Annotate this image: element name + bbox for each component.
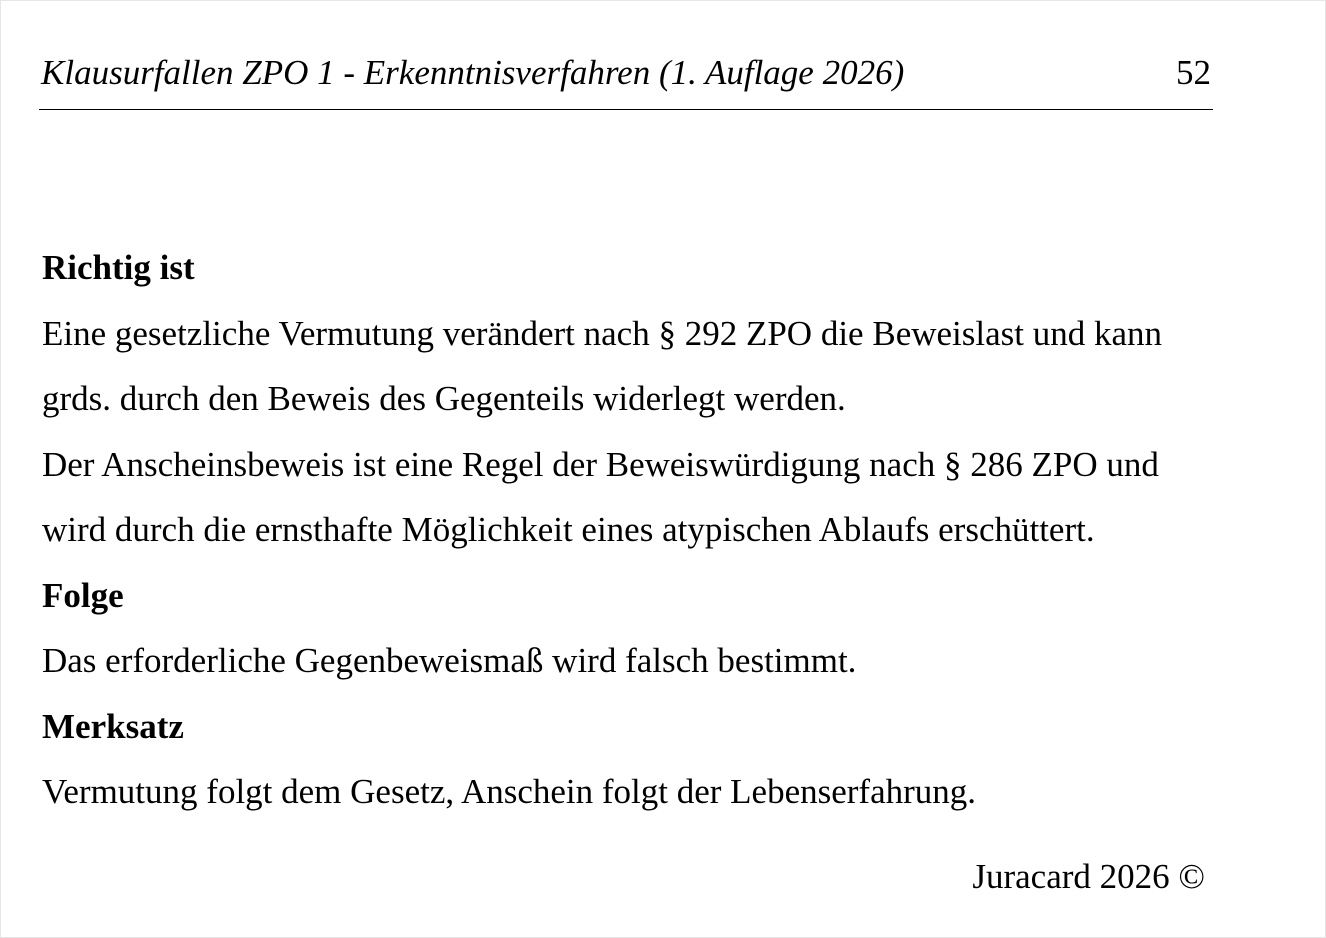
paragraph-line: wird durch die ernsthafte Möglichkeit eines atypischen Ablaufs erschüttert. — [42, 510, 1095, 549]
paragraph-line: Vermutung folgt dem Gesetz, Anschein folgt der Lebenserfahrung. — [42, 772, 977, 811]
paragraph-line: grds. durch den Beweis des Gegenteils widerlegt werden. — [42, 379, 846, 418]
running-header — [39, 51, 1213, 110]
heading-merksatz: Merksatz — [42, 706, 184, 746]
page-number: 52 — [1176, 53, 1211, 92]
paragraph-line: Eine gesetzliche Vermutung verändert nach § 292 ZPO die Beweislast und kann — [42, 313, 1163, 353]
paragraph-line: Das erforderliche Gegenbeweismaß wird falsch bestimmt. — [42, 641, 857, 680]
heading-folge: Folge — [42, 575, 124, 615]
heading-richtig-ist: Richtig ist — [42, 248, 195, 287]
footer-copyright: Juracard 2026 © — [972, 857, 1205, 896]
paragraph-line: Der Anscheinsbeweis ist eine Regel der Beweiswürdigung nach § 286 ZPO und — [42, 444, 1159, 484]
header-title: Klausurfallen ZPO 1 - Erkenntnisverfahren (1. Auflage 2026) — [41, 53, 905, 92]
main-content — [42, 235, 1282, 825]
